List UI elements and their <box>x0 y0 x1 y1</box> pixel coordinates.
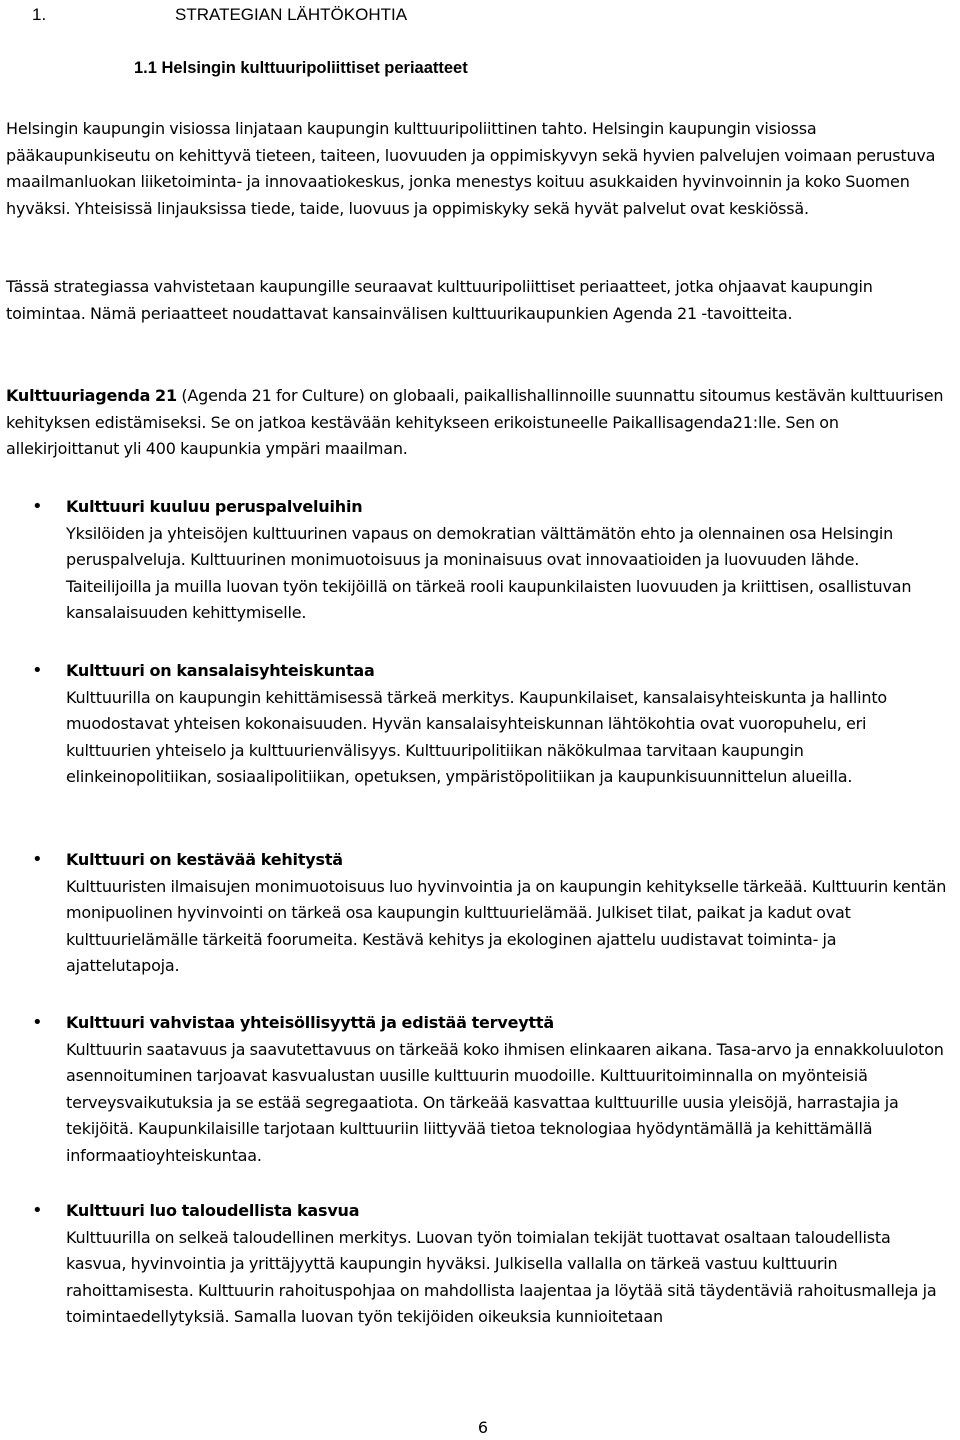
principle-title: Kulttuuri kuuluu peruspalveluihin <box>66 497 363 516</box>
principle-body: Kulttuurilla on kaupungin kehittämisessä tärkeä merkitys. Kaupunkilaiset, kansalaisyhteiskunta ja hallinto muodostavat yhteisen kokonaisuuden. Hyvän kansalaisyhteiskunnan lähtökohtia ovat vuoropuhelu, eri kulttuurien yhteiselo ja kulttuurienvälisyys. Kulttuuripolitiikan näkökulmaa tarvitaan kaupungin elinkeinopolitiikan, sosiaalipolitiikan, opetuksen, ympäristöpolitiikan ja kaupunkisuunnittelun alueilla. <box>66 687 888 786</box>
principle-body: Kulttuurilla on selkeä taloudellinen merkitys. Luovan työn toimialan tekijät tuottavat osaltaan taloudellista kasvua, hyvinvointia ja yrittäjyyttä kaupungin hyväksi. Julkisella vallalla on tärkeä vastuu kulttuurin rahoittamisesta. Kulttuurin rahoituspohjaa on mahdollista laajentaa ja löytää sitä täydentäviä rahoitusmalleja ja toimintaedellytyksiä. Samalla luovan työn tekijöiden oikeuksia kunnioitetaan <box>66 1227 937 1326</box>
principle-title: Kulttuuri vahvistaa yhteisöllisyyttä ja edistää terveyttä <box>66 1013 554 1032</box>
intro-paragraph-3 <box>6 383 952 463</box>
principle-body: Kulttuuristen ilmaisujen monimuotoisuus luo hyvinvointia ja on kaupungin kehitykselle tärkeää. Kulttuurin kentän monipuolinen hyvinvointi on tärkeä osa kaupungin kulttuurielämää. Julkiset tilat, paikat ja kadut ovat kulttuurielämälle tärkeitä foorumeita. Kestävä kehitys ja ekologinen ajattelu uudistavat toiminta- ja ajattelutapoja. <box>66 876 947 975</box>
chapter-number: 1. <box>32 5 47 24</box>
section-heading: 1.1 Helsingin kulttuuripoliittiset periaatteet <box>134 59 468 77</box>
principle-title: Kulttuuri on kestävää kehitystä <box>66 850 343 869</box>
principle-title: Kulttuuri luo taloudellista kasvua <box>66 1201 360 1220</box>
principle-title: Kulttuuri on kansalaisyhteiskuntaa <box>66 661 375 680</box>
principle-item <box>32 847 948 980</box>
bullet-icon: • <box>32 660 43 681</box>
principle-item <box>32 1010 948 1169</box>
principle-body: Yksilöiden ja yhteisöjen kulttuurinen vapaus on demokratian välttämätön ehto ja olennainen osa Helsingin peruspalveluja. Kulttuurinen monimuotoisuus ja moninaisuus ovat innovaatioiden ja luovuuden lähde. Taiteilijoilla ja muilla luovan työn tekijöillä on tärkeä rooli kaupunkilaisten luovuuden ja kriittisen, osallistuvan kansalaisuuden kehittymiselle. <box>66 523 912 622</box>
principle-body: Kulttuurin saatavuus ja saavutettavuus on tärkeää koko ihmisen elinkaaren aikana. Tasa-arvo ja ennakkoluuloton asennoituminen tarjoavat kasvualustan uusille kulttuurin muodoille. Kulttuuritoiminnalla on myönteisiä terveysvaikutuksia ja se estää segregaatiota. On tärkeää kasvattaa kulttuurille uusia yleisöjä, harrastajia ja tekijöitä. Kaupunkilaisille tarjotaan kulttuuriin liittyvää tietoa teknologiaa hyödyntämällä ja kehittämällä informaatioyhteiskuntaa. <box>66 1039 944 1165</box>
principle-item <box>32 494 948 627</box>
bullet-icon: • <box>32 496 43 517</box>
intro-paragraph-1: Helsingin kaupungin visiossa linjataan kaupungin kulttuuripoliittinen tahto. Helsingin kaupungin visiossa pääkaupunkiseutu on kehittyvä tieteen, taiteen, luovuuden ja oppimiskyvyn sekä hyvien palvelujen voimaan perustuva maailmanluokan liiketoiminta- ja innovaatiokeskus, jonka menestys koituu asukkaiden hyvinvoinnin ja koko Suomen hyväksi. Yhteisissä linjauksissa tiede, taide, luovuus ja oppimiskyky sekä hyvät palvelut ovat keskiössä. <box>6 119 936 218</box>
bullet-icon: • <box>32 849 43 870</box>
agenda-term: Kulttuuriagenda 21 <box>6 386 177 405</box>
page-number: 6 <box>477 1418 489 1437</box>
bullet-icon: • <box>32 1200 43 1221</box>
agenda-description: (Agenda 21 for Culture) on globaali, paikallishallinnoille suunnattu sitoumus kestävän kulttuurisen kehityksen edistämiseksi. Se on jatkoa kestävään kehitykseen erikoistuneelle Paikallisagenda21:lle. Sen on allekirjoittanut yli 400 kaupunkia ympäri maailman. <box>6 386 944 458</box>
principle-item <box>32 1198 948 1331</box>
chapter-title: STRATEGIAN LÄHTÖKOHTIA <box>175 5 408 24</box>
principle-item <box>32 658 948 791</box>
intro-paragraph-2: Tässä strategiassa vahvistetaan kaupungille seuraavat kulttuuripoliittiset periaatteet, jotka ohjaavat kaupungin toimintaa. Nämä periaatteet noudattavat kansainvälisen kulttuurikaupunkien Agenda 21 -tavoitteita. <box>6 277 873 323</box>
bullet-icon: • <box>32 1012 43 1033</box>
page-number-footer <box>0 1418 960 1438</box>
